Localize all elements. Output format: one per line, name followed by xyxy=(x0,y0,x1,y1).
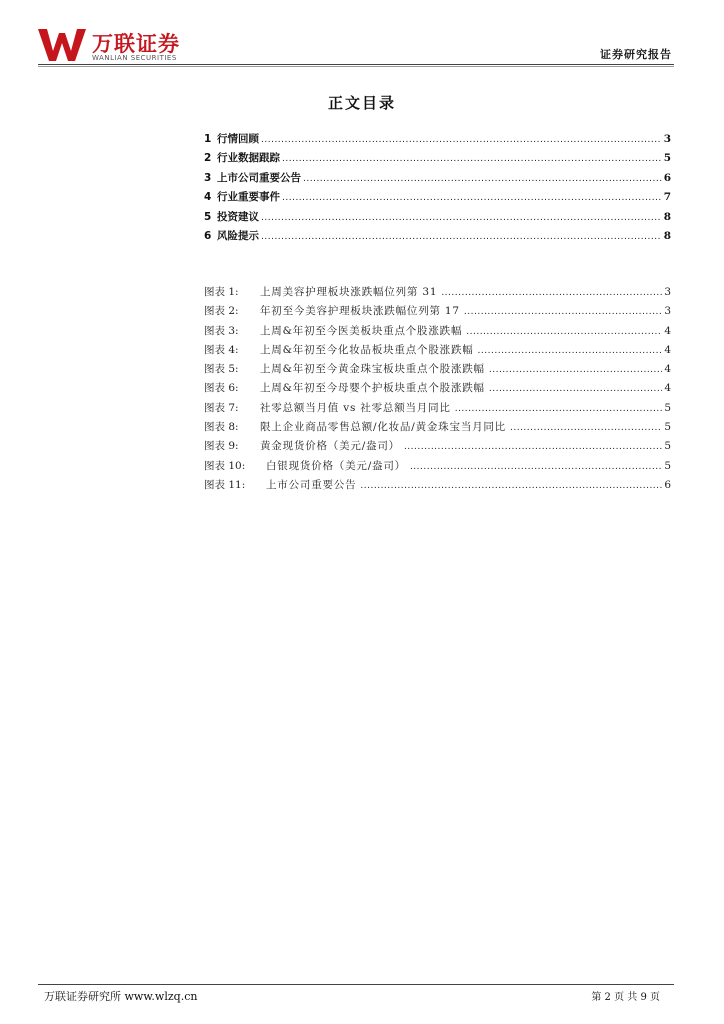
page-number: 第 2 页 共 9 页 xyxy=(591,992,660,1003)
figure-page: 5 xyxy=(664,401,671,414)
table-of-contents xyxy=(204,131,671,247)
brand-name-en: WANLIAN SECURITIES xyxy=(92,54,177,62)
figure-page: 4 xyxy=(664,382,671,395)
dot-leader xyxy=(282,154,662,164)
toc-entry-label: 风险提示 xyxy=(217,229,259,242)
dot-leader xyxy=(466,327,662,337)
toc-entry-page: 8 xyxy=(663,210,671,223)
figure-title: 社零总额当月值 vs 社零总额当月同比 xyxy=(260,401,451,414)
figure-label: 图表 5: xyxy=(204,363,239,376)
figure-title: 上周&年初至今化妆品板块重点个股涨跌幅 xyxy=(260,343,474,356)
figure-entry[interactable] xyxy=(204,323,671,342)
figure-label: 图表 9: xyxy=(204,440,239,453)
header-divider xyxy=(38,64,674,65)
figure-page: 3 xyxy=(664,286,671,298)
figure-label: 图表 4: xyxy=(204,343,239,356)
toc-entry[interactable] xyxy=(204,131,671,150)
toc-entry-page: 3 xyxy=(663,133,671,145)
toc-title: 正文目录 xyxy=(327,94,396,112)
toc-entry-label: 投资建议 xyxy=(217,210,259,223)
toc-entry-number: 2 xyxy=(204,152,212,165)
brand-logo xyxy=(38,26,208,64)
dot-leader xyxy=(510,423,662,433)
figure-label: 图表 3: xyxy=(204,324,239,337)
toc-entry[interactable] xyxy=(204,228,671,247)
dot-leader xyxy=(478,346,663,356)
figure-entry[interactable] xyxy=(204,303,671,322)
figure-entry[interactable] xyxy=(204,342,671,361)
figure-page: 4 xyxy=(664,363,671,376)
toc-entry-number: 4 xyxy=(204,191,212,204)
figure-label: 图表 11: xyxy=(204,478,246,491)
dot-leader xyxy=(261,232,662,242)
figure-title: 上周美容护理板块涨跌幅位列第 31 xyxy=(260,286,438,298)
figure-label: 图表 1: xyxy=(204,286,239,298)
figure-label: 图表 10: xyxy=(204,459,246,472)
toc-entry-label: 行业重要事件 xyxy=(217,191,280,204)
dot-leader xyxy=(410,462,662,472)
figure-page: 5 xyxy=(664,421,671,434)
dot-leader xyxy=(303,174,662,184)
dot-leader xyxy=(360,481,662,491)
report-type: 证券研究报告 xyxy=(600,48,672,61)
figure-label: 图表 8: xyxy=(204,421,239,434)
figure-label: 图表 2: xyxy=(204,305,239,318)
dot-leader xyxy=(261,213,662,223)
footer-divider xyxy=(38,984,674,985)
figure-entry[interactable] xyxy=(204,477,671,496)
toc-entry-page: 7 xyxy=(663,191,671,204)
dot-leader xyxy=(489,365,662,375)
toc-entry-number: 6 xyxy=(204,229,212,242)
figure-entry[interactable] xyxy=(204,284,671,303)
figure-page: 4 xyxy=(664,324,671,337)
footer-source: 万联证券研究所 www.wlzq.cn xyxy=(44,990,198,1003)
figure-entry[interactable] xyxy=(204,380,671,399)
toc-entry-number: 1 xyxy=(204,133,212,145)
figure-entry[interactable] xyxy=(204,438,671,457)
figure-title: 上市公司重要公告 xyxy=(266,478,357,491)
toc-entry-label: 行业数据跟踪 xyxy=(217,152,280,165)
dot-leader xyxy=(261,135,662,145)
figure-label: 图表 6: xyxy=(204,382,239,395)
figure-title: 上周&年初至今黄金珠宝板块重点个股涨跌幅 xyxy=(260,363,485,376)
toc-entry-label: 行情回顾 xyxy=(217,133,259,145)
wanlian-logo-icon xyxy=(38,29,88,61)
toc-entry-number: 5 xyxy=(204,210,212,223)
toc-entry[interactable] xyxy=(204,209,671,228)
figure-page: 4 xyxy=(664,343,671,356)
toc-entry-page: 6 xyxy=(663,171,671,184)
toc-entry-number: 3 xyxy=(204,171,212,184)
dot-leader xyxy=(282,193,662,203)
figure-page: 5 xyxy=(664,440,671,453)
figure-page: 3 xyxy=(664,305,671,318)
figure-entry[interactable] xyxy=(204,361,671,380)
page-header xyxy=(38,26,674,66)
toc-entry-page: 5 xyxy=(663,152,671,165)
figure-title: 白银现货价格（美元/盎司） xyxy=(266,459,406,472)
figure-title: 限上企业商品零售总额/化妆品/黄金珠宝当月同比 xyxy=(260,421,506,434)
header-divider-thin xyxy=(38,66,674,67)
dot-leader xyxy=(489,384,662,394)
figure-title: 上周&年初至今母婴个护板块重点个股涨跌幅 xyxy=(260,382,485,395)
dot-leader xyxy=(441,288,662,298)
figure-entry[interactable] xyxy=(204,419,671,438)
toc-entry[interactable] xyxy=(204,189,671,208)
toc-entry-label: 上市公司重要公告 xyxy=(217,171,301,184)
figure-page: 6 xyxy=(664,478,671,491)
toc-entry[interactable] xyxy=(204,170,671,189)
figure-title: 上周&年初至今医美板块重点个股涨跌幅 xyxy=(260,324,463,337)
figure-title: 年初至今美容护理板块涨跌幅位列第 17 xyxy=(260,305,460,318)
dot-leader xyxy=(464,307,662,317)
brand-name-cn: 万联证券 xyxy=(92,32,180,56)
figure-page: 5 xyxy=(664,459,671,472)
figure-label: 图表 7: xyxy=(204,401,239,414)
figure-entry[interactable] xyxy=(204,400,671,419)
toc-entry-page: 8 xyxy=(663,229,671,242)
dot-leader xyxy=(455,404,663,414)
toc-entry[interactable] xyxy=(204,150,671,169)
figure-title: 黄金现货价格（美元/盎司） xyxy=(260,440,400,453)
figure-entry[interactable] xyxy=(204,458,671,477)
figure-index xyxy=(204,284,671,496)
dot-leader xyxy=(404,442,662,452)
